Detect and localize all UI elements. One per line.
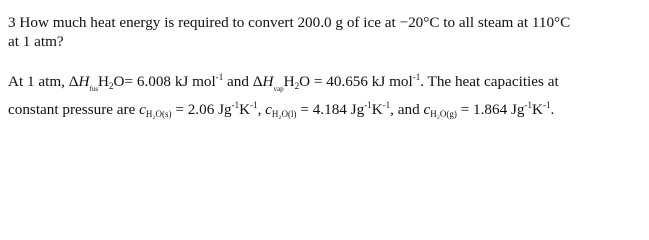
fusion-value: = 6.008 kJ mol — [124, 73, 216, 90]
fus-subscript: fus — [89, 85, 99, 93]
c-gas-subscript: H₂O(g) — [430, 109, 457, 119]
vap-subscript: vap — [273, 85, 284, 93]
c-solid-value: = 2.06 Jg — [171, 101, 232, 118]
c-liquid-k: K — [371, 101, 383, 118]
formula-h: H — [98, 73, 110, 90]
enthalpy-line — [8, 73, 559, 91]
c-solid-exp-1: -1 — [231, 100, 240, 110]
c-solid-k: K — [239, 101, 251, 118]
formula-o-b: O — [299, 73, 311, 90]
c-solid-symbol: c — [139, 101, 146, 118]
c-liquid-exp-1: -1 — [364, 100, 372, 110]
formula-o: O — [113, 73, 125, 90]
c-liquid-value: = 4.184 Jg — [296, 101, 365, 118]
c-solid-subscript: H₂O(s) — [145, 109, 172, 119]
c-gas-exp-2: -1 — [542, 100, 551, 110]
fusion-exponent: -1 — [215, 72, 224, 82]
c-gas-symbol: c — [423, 101, 431, 118]
formula-2: 2 — [109, 81, 114, 91]
enthalpy-symbol-vap: H — [262, 73, 274, 90]
c-liquid-exp-2: -1 — [382, 100, 391, 110]
c-gas-exp-1: -1 — [524, 100, 533, 110]
c-liquid-subscript: H₂O(l) — [271, 109, 297, 119]
question-line-1: 3 How much heat energy is required to convert 200.0 g of ice at −20°C to all steam at 110°C — [8, 14, 571, 31]
heat-capacity-line — [8, 101, 554, 119]
formula-2-b: 2 — [294, 81, 300, 91]
c-liquid-symbol: c — [265, 101, 272, 118]
question-line-2: at 1 atm? — [8, 33, 64, 50]
c-solid-exp-2: -1 — [250, 100, 258, 110]
vaporization-exponent: -1 — [412, 72, 421, 82]
and-separator: , and — [390, 101, 424, 118]
text-and-delta: and Δ — [223, 73, 263, 90]
enthalpy-symbol-fus: H — [78, 73, 90, 90]
line-end-period: . — [550, 101, 555, 118]
vaporization-value: = 40.656 kJ mol — [310, 73, 413, 90]
c-gas-value: = 1.864 Jg — [456, 101, 525, 118]
constant-pressure-text: constant pressure are — [8, 101, 140, 118]
formula-h-b: H — [283, 73, 295, 90]
text-at-1-atm: At 1 atm, Δ — [8, 73, 79, 90]
comma-separator: , — [257, 101, 266, 118]
heat-capacities-text: . The heat capacities at — [420, 73, 559, 90]
c-gas-k: K — [532, 101, 543, 118]
